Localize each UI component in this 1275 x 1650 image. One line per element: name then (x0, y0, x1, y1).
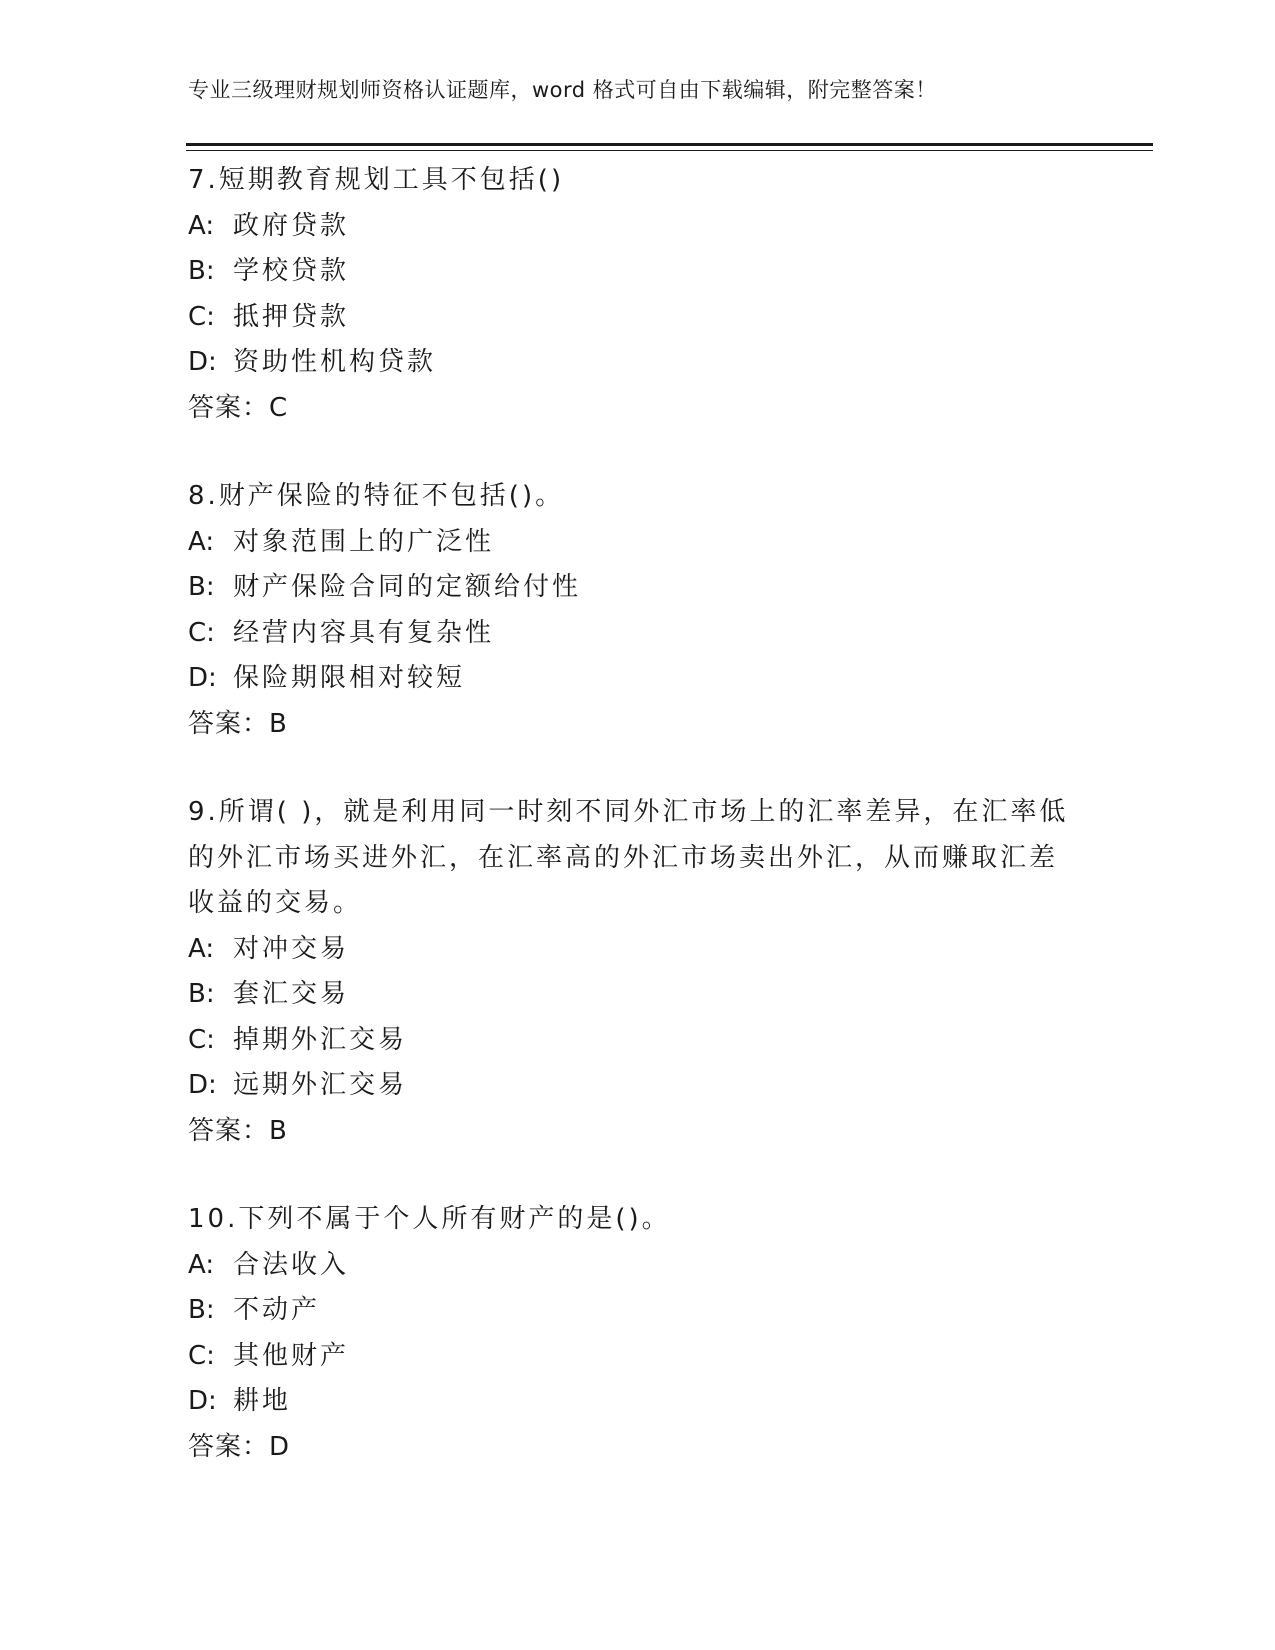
option-text: 远期外汇交易 (233, 1070, 408, 1100)
option-b (188, 249, 1088, 295)
answer-value: B (269, 1115, 288, 1146)
option-key: A: (188, 526, 215, 557)
question-7 (188, 158, 1088, 431)
answer-label: 答案： (188, 1431, 270, 1462)
option-text: 掉期外汇交易 (233, 1024, 408, 1055)
question-stem-line: 9.所谓( )，就是利用同一时刻不同外汇市场上的汇率差异，在汇率低 (188, 797, 1069, 827)
option-text: 资助性机构贷款 (233, 347, 437, 377)
option-text: 合法收入 (233, 1249, 350, 1280)
header-rule-thick (186, 143, 1153, 146)
question-stem-line: 的外汇市场买进外汇，在汇率高的外汇市场卖出外汇，从而赚取汇差 (188, 842, 1059, 873)
option-text: 对冲交易 (233, 933, 350, 964)
option-c (188, 295, 1088, 341)
option-text: 其他财产 (233, 1340, 350, 1371)
option-text: 抵押贷款 (233, 301, 350, 332)
option-key: A: (188, 933, 215, 964)
option-d (188, 1379, 1088, 1425)
option-text: 对象范围上的广泛性 (233, 526, 495, 557)
option-key: C: (188, 301, 215, 332)
option-key: D: (188, 663, 217, 693)
option-d (188, 1063, 1088, 1109)
option-key: B: (188, 979, 215, 1009)
option-key: C: (188, 617, 215, 648)
answer-label: 答案： (188, 1115, 270, 1146)
page-header: 专业三级理财规划师资格认证题库，word 格式可自由下载编辑，附完整答案！ (188, 78, 937, 102)
header-rule-thin (186, 150, 1153, 151)
question-stem: 10.下列不属于个人所有财产的是()。 (188, 1204, 671, 1234)
question-stem-line: 收益的交易。 (188, 888, 363, 918)
option-text: 耕地 (233, 1386, 292, 1416)
answer-value: D (269, 1431, 291, 1462)
option-a (188, 520, 1088, 566)
option-key: A: (188, 1249, 215, 1280)
option-key: C: (188, 1340, 215, 1371)
option-text: 不动产 (233, 1295, 321, 1325)
option-d (188, 656, 1088, 702)
option-text: 财产保险合同的定额给付性 (233, 572, 582, 602)
option-c (188, 611, 1088, 657)
option-key: C: (188, 1024, 215, 1055)
answer-line (188, 702, 1088, 748)
question-9 (188, 790, 1088, 1154)
question-stem: 7.短期教育规划工具不包括() (188, 165, 565, 195)
option-key: D: (188, 1070, 217, 1100)
option-text: 学校贷款 (233, 256, 350, 286)
question-stem: 8.财产保险的特征不包括()。 (188, 481, 565, 511)
option-text: 套汇交易 (233, 979, 350, 1009)
question-8 (188, 474, 1088, 747)
question-list (188, 158, 1088, 1513)
question-10 (188, 1197, 1088, 1470)
answer-label: 答案： (188, 392, 270, 423)
option-text: 保险期限相对较短 (233, 663, 466, 693)
option-b (188, 972, 1088, 1018)
answer-label: 答案： (188, 708, 270, 739)
answer-value: B (269, 708, 288, 739)
option-key: B: (188, 1295, 215, 1325)
option-a (188, 927, 1088, 973)
option-key: D: (188, 347, 217, 377)
option-text: 经营内容具有复杂性 (233, 617, 495, 648)
option-key: D: (188, 1386, 217, 1416)
option-b (188, 565, 1088, 611)
option-d (188, 340, 1088, 386)
option-c (188, 1018, 1088, 1064)
option-text: 政府贷款 (233, 210, 350, 241)
option-c (188, 1334, 1088, 1380)
option-a (188, 1243, 1088, 1289)
answer-line (188, 1109, 1088, 1155)
option-key: B: (188, 256, 215, 286)
option-key: A: (188, 210, 215, 241)
answer-value: C (269, 392, 289, 423)
answer-line (188, 386, 1088, 432)
option-b (188, 1288, 1088, 1334)
option-key: B: (188, 572, 215, 602)
answer-line (188, 1425, 1088, 1471)
option-a (188, 204, 1088, 250)
